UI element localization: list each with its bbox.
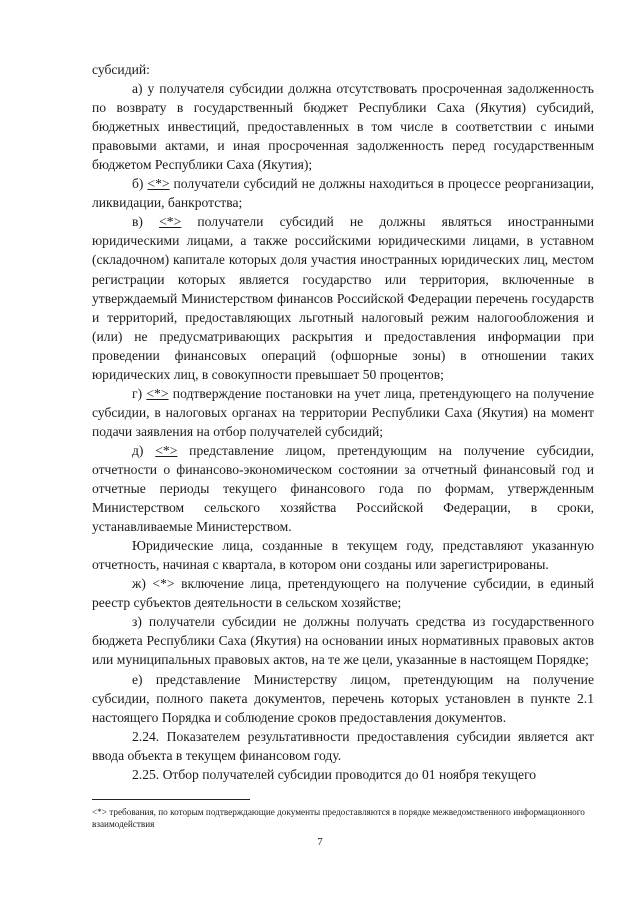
paragraph-text: представление лицом, претендующим на получение субсидии, отчетности о финансово-экономическом состоянии за отчетный финансовый год и отчетные периоды текущего финансового года по формам, утвержденным Министерством сельского хозяйства Российской Федерации, в сроки, устанавливаемые Министерством. — [92, 442, 594, 535]
paragraph-text: получатели субсидий не должны находиться в процессе реорганизации, ликвидации, банкротства; — [92, 176, 594, 211]
paragraph-2-24: 2.24. Показателем результативности предоставления субсидии является акт ввода объекта в текущем финансовом году. — [92, 728, 594, 763]
paragraph-z: з) получатели субсидии не должны получать средства из государственного бюджета Республики Саха (Якутия) на основании иных нормативных правовых актов или муниципальных правовых актов, на те же цели, указанные в настоящем Порядке; — [92, 614, 594, 668]
footnote-divider — [92, 799, 250, 800]
footnote-marker: <*> — [146, 385, 169, 401]
paragraph-legal-entities: Юридические лица, созданные в текущем году, представляют указанную отчетность, начиная с квартала, в котором они созданы или зарегистрированы. — [92, 538, 594, 573]
footnote: <*> требования, по которым подтверждающие документы предоставляются в порядке межведомственного информационного взаимодействия — [92, 807, 585, 829]
paragraph-e: е) представление Министерству лицом, претендующим на получение субсидии, полного пакета документов, перечень которых установлен в пункте 2.1 настоящего Порядка и соблюдение сроков предоставления документов. — [92, 671, 594, 725]
paragraph-text: получатели субсидий не должны являться иностранными юридическими лицами, а также российскими юридическими лицами, в уставном (складочном) капитале которых доля участия иностранных юридических лиц, местом регистрации которых является государство или территория, включенные в утверждаемый Министерством финансов Российской Федерации перечень государств и территорий, предоставляющих льготный налоговый режим налогообложения и (или) не предусматривающих раскрытия и предоставления информации при проведении финансовых операций (офшорные зоны) в отношении таких юридических лиц, в совокупности превышает 50 процентов; — [92, 214, 594, 382]
item-label: г) — [132, 385, 147, 401]
paragraph-b — [92, 174, 594, 212]
paragraph-2-25: 2.25. Отбор получателей субсидии проводится до 01 ноября текущего — [132, 766, 537, 782]
paragraph-v — [92, 212, 594, 383]
document-body — [92, 60, 594, 784]
footnote-marker: <*> — [147, 176, 170, 192]
paragraph-text: подтверждение постановки на учет лица, претендующего на получение субсидии, в налоговых органах на территории Республики Саха (Якутия) на момент подачи заявления на отбор получателей субсидий; — [92, 385, 594, 439]
item-label: в) — [132, 214, 160, 230]
item-label: б) — [132, 176, 148, 192]
page-number: 7 — [317, 836, 323, 848]
paragraph-zh: ж) <*> включение лица, претендующего на получение субсидии, в единый реестр субъектов деятельности в сельском хозяйстве; — [92, 576, 594, 611]
paragraph-continuation: субсидий: — [92, 62, 150, 77]
item-label: д) — [132, 442, 156, 458]
paragraph-d — [92, 441, 594, 536]
footnote-marker: <*> — [155, 442, 178, 458]
paragraph-g — [92, 384, 594, 441]
paragraph-a: а) у получателя субсидии должна отсутствовать просроченная задолженность по возврату в государственный бюджет Республики Саха (Якутия) субсидий, бюджетных инвестиций, предоставленных в том числе в соответствии с иными правовыми актами, и иная просроченная задолженность перед государственным бюджетом Республики Саха (Якутия); — [92, 81, 594, 173]
footnote-marker: <*> — [159, 214, 182, 230]
